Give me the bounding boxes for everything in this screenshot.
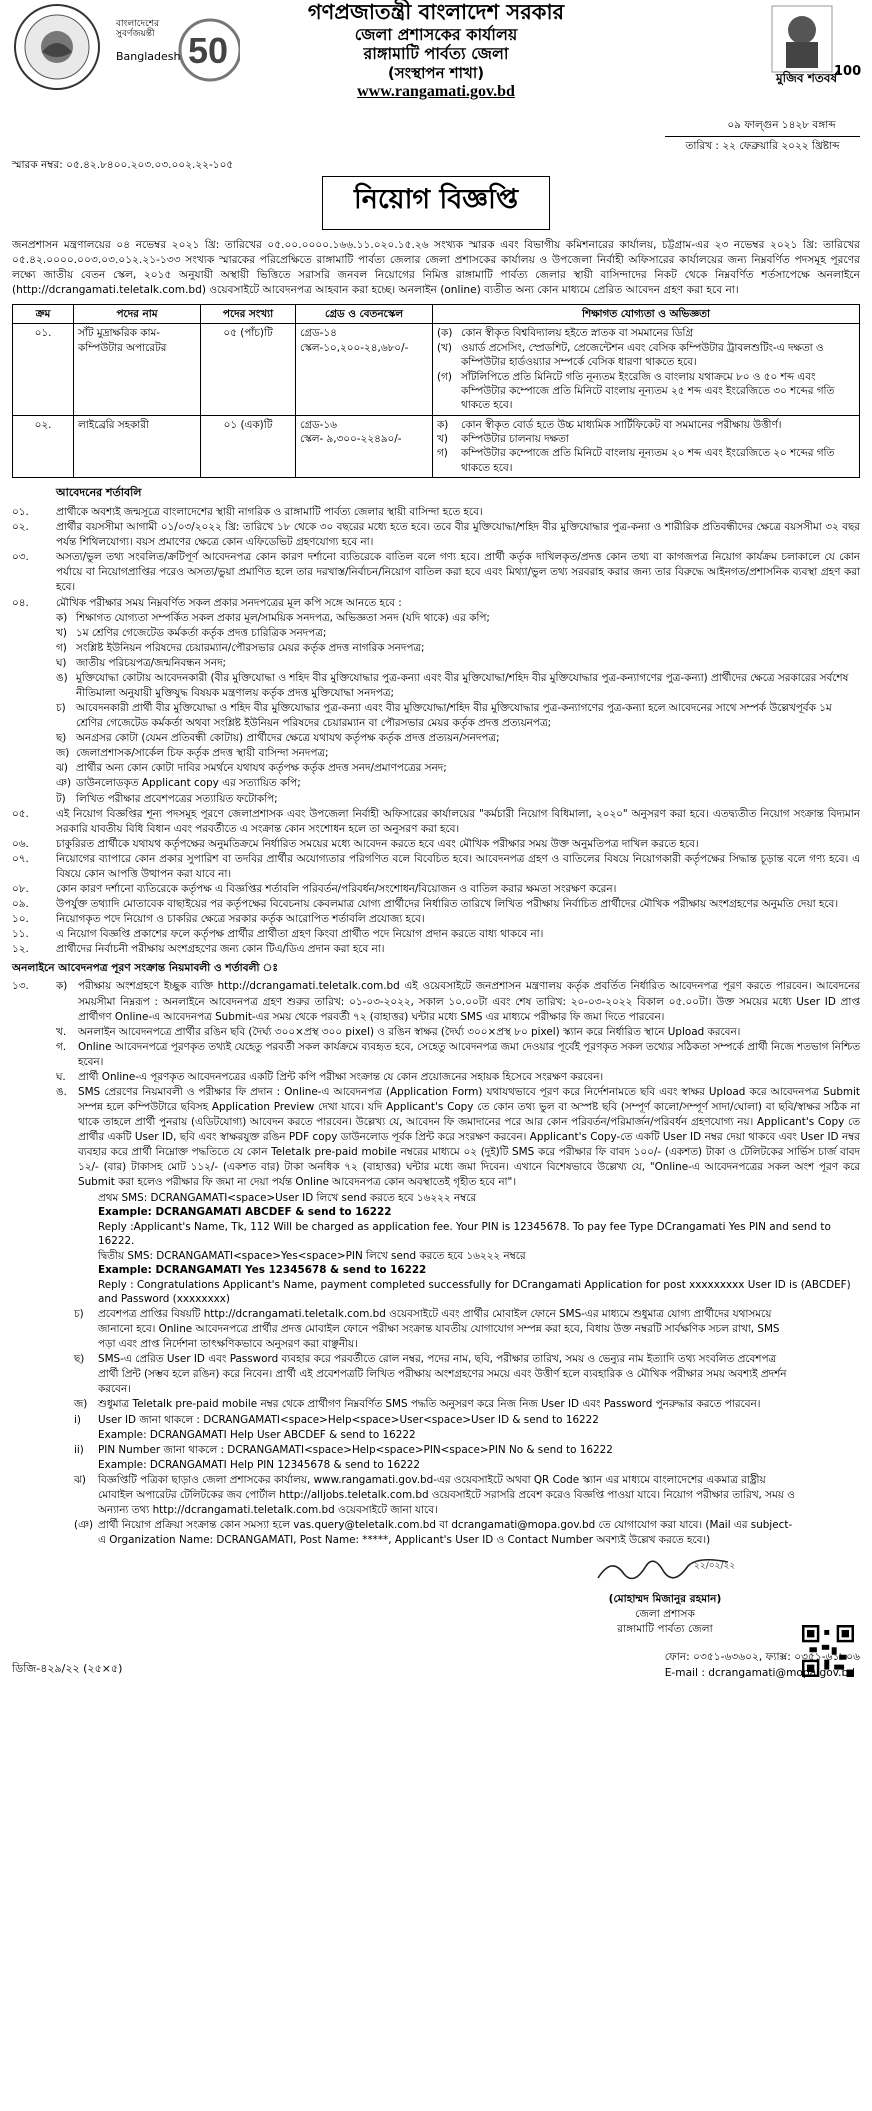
- online-rule-item: [12, 1352, 796, 1397]
- signature-block: [560, 1552, 770, 1637]
- col-post: পদের নাম: [74, 305, 201, 324]
- conditions-list: [12, 505, 860, 611]
- notice-title: নিয়োগ বিজ্ঞপ্তি: [322, 176, 550, 230]
- online-rule-item: [56, 1085, 860, 1191]
- condition-item-number: ০৯.: [12, 898, 29, 911]
- logo-50-number: 50: [188, 30, 229, 71]
- online-rule-number: [12, 1428, 98, 1443]
- logo-50-caption: বাংলাদেশের সুবর্ণজয়ন্তী: [116, 19, 160, 39]
- document-item-text: সংশ্লিষ্ট ইউনিয়ন পরিষদের চেয়ারম্যান/পৌরসভার মেয়র কর্তৃক প্রদত্ত নাগরিক সনদপত্র;: [76, 641, 425, 654]
- online-rule-text: SMS-এ প্রেরিত User ID এবং Password ব্যবহার করে পরবর্তীতে রোল নম্বর, পদের নাম, ছবি, পরীক্ষার তারিখ, সময় ও ভেন্যুর নাম ইত্যাদি তথ্য সংবলিত প্রবেশপত্র প্রার্থী প্রিন্ট (সম্ভব হলে রঙিন) করে নিবেন। প্রার্থী এই প্রবেশপত্রটি লিখিত পরীক্ষায় অংশগ্রহণের সময়ে এবং উত্তীর্ণ হলে ব্যবহারিক ও মৌখিক পরীক্ষার সময় অবশ্যই প্রদর্শন করবেন।: [98, 1353, 787, 1396]
- online-rule-item: [56, 1070, 860, 1085]
- online-rule-text: অনলাইন আবেদনপত্রে প্রার্থীর রঙিন ছবি (দৈর্ঘ্য ৩০০×প্রস্থ ৩০০ pixel) ও রঙিন স্বাক্ষর (দৈর্ঘ্য ৩০০×প্রস্থ ৮০ pixel) স্ক্যান করে নির্ধারিত স্থানে Upload করবেন।: [78, 1025, 741, 1038]
- condition-item-number: ০৮.: [12, 883, 29, 896]
- qualification-item: [437, 341, 855, 370]
- condition-item-text: মৌখিক পরীক্ষার সময় নিম্নবর্ণিত সকল প্রকার সনদপত্রের মূল কপি সঙ্গে আনতে হবে :: [56, 596, 402, 609]
- qualification-text: কোন স্বীকৃত বোর্ড হতে উচ্চ মাধ্যমিক সার্টিফিকেট বা সমমানের পরীক্ষায় উত্তীর্ণ।: [461, 418, 782, 431]
- conditions-heading: আবেদনের শর্তাবলি: [56, 486, 142, 500]
- condition-item-number: ০৭.: [12, 852, 29, 865]
- qualification-text: কম্পিউটার চালনায় দক্ষতা: [461, 433, 569, 445]
- qualification-key: গ): [437, 447, 448, 460]
- intro-paragraph: জনপ্রশাসন মন্ত্রণালয়ের ০৪ নভেম্বর ২০২১ খ্রি: তারিখের ০৫.০০.০০০০.১৬৬.১১.০২০.১৫.২৬ সংখ্যক স্মারক এবং বিভাগীয় কমিশনারের কার্যালয়, চট্টগ্রাম-এর ২৩ নভেম্বর ২০২১ খ্রি: তারিখের ০৫.৪২.০০০০.০০৩.০৩.০১২.২১-১৩৩ সংখ্যক স্মারকের পরিপ্রেক্ষিতে রাঙ্গামাটি পার্বত্য জেলার জেলা প্রশাসকের কার্যালয় ও উপজেলা নির্বাহী অফিসারের কার্যালয়ের জন্য নিম্নবর্ণিত পদসমূহ পূরণের লক্ষ্যে জাতীয় বেতন স্কেল, ২০১৫ অনুযায়ী অস্থায়ী ভিত্তিতে সরাসরি জনবল নিয়োগের নিমিত্ত রাঙ্গামাটি পার্বত্য জেলার স্থায়ী বাসিন্দাদের নিকট থেকে নিম্নবর্ণিত শর্তসাপেক্ষে অনলাইনে (http://dcrangamati.teletalk.com.bd) ওয়েবসাইটে আবেদনপত্র আহবান করা হচ্ছে। অনলাইন (online) ব্যতীত অন্য কোন মাধ্যমে প্রেরিত আবেদন গ্রহণ করা হবে না।: [12, 239, 860, 297]
- cell-qualification: [433, 415, 860, 477]
- condition-item: [12, 505, 860, 520]
- grade-text: গ্রেড-১৪: [300, 327, 337, 340]
- document-item-text: জাতীয় পরিচয়পত্র/জন্মনিবন্ধন সনদ;: [76, 656, 227, 669]
- online-rule-item: [12, 1413, 796, 1428]
- sms-first-reply: Reply :Applicant's Name, Tk, 112 Will be charged as application fee. Your PIN is 12345678. To pay fee Type DCrangamati Yes PIN and send to 16222.: [98, 1220, 831, 1248]
- document-item-text: ১ম শ্রেণির গেজেটেড কর্মকর্তা কর্তৃক প্রদত্ত চারিত্রিক সনদপত্র;: [76, 626, 327, 639]
- document-item: [12, 626, 860, 641]
- online-rule-number: ঙ.: [56, 1085, 67, 1098]
- table-row: [13, 415, 860, 477]
- document-item: [12, 611, 860, 626]
- cell-post: লাইব্রেরি সহকারী: [74, 415, 201, 477]
- document-item-number: ঙ): [56, 671, 68, 684]
- condition-item-text: এই নিয়োগ বিজ্ঞপ্তির শূন্য পদসমূহ পূরণে জেলাপ্রশাসক এবং উপজেলা নির্বাহী অফিসারের কার্যালয়ের "কর্মচারী নিয়োগ বিধিমালা, ২০২০" অনুসরণ করা হবে। এতদ্ব্যতীত নিয়োগ সংক্রান্ত বিদ্যমান সরকারি যাবতীয় বিধি বিধান এবং পরবর্তীতে এ সংক্রান্ত কোন সংশোধন হলে তা অনুসরণ করা হবে।: [56, 807, 860, 835]
- documents-list: [12, 611, 860, 807]
- qualification-item: [437, 432, 855, 446]
- document-item-text: অনগ্রসর কোটা (যেমন প্রতিবন্ধী কোটায়) প্রার্থীদের ক্ষেত্রে যথাযথ কর্তৃপক্ষ কর্তৃক প্রদত্ত প্রত্যয়ন/সনদপত্র;: [76, 732, 500, 745]
- signatory-name: (মোহাম্মদ মিজানুর রহমান): [608, 1592, 722, 1605]
- online-rule-text: প্রার্থী Online-এ পূরণকৃত আবেদনপত্রের একটি প্রিন্ট কপি পরীক্ষা সংক্রান্ত যে কোন প্রয়োজনের সহায়ক হিসেবে সংরক্ষণ করবেন।: [78, 1070, 604, 1083]
- contact-block: [665, 1650, 860, 1681]
- condition-item: [12, 807, 860, 837]
- online-rule-number: খ.: [56, 1025, 67, 1038]
- condition-item: [12, 942, 860, 957]
- condition-item-text: এ নিয়োগ বিজ্ঞপ্তি প্রকাশের ফলে কর্তৃপক্ষ প্রার্থীর প্রার্থীতা গ্রহণ কিংবা প্রার্থীত পদে নিয়োগ প্রদান করতে বাধ্য থাকবে না।: [56, 928, 544, 941]
- qualification-item: [437, 326, 855, 340]
- online-rule-number: ঘ.: [56, 1070, 66, 1083]
- document-item-text: মুক্তিযোদ্ধা কোটায় আবেদনকারী (বীর মুক্তিযোদ্ধা ও শহিদ বীর মুক্তিযোদ্ধার পুত্র-কন্যা এবং বীর মুক্তিযোদ্ধা/শহিদ বীর মুক্তিযোদ্ধার পুত্র-কন্যাগণের পুত্র-কন্যা) প্রার্থীদের ক্ষেত্রে সরকারের সর্বশেষ নীতিমালা অনুযায়ী মুক্তিযুদ্ধ বিষয়ক মন্ত্রণালয় কর্তৃক প্রদত্ত মুক্তিযোদ্ধা সনদপত্র;: [76, 671, 849, 700]
- document-item: [12, 746, 860, 761]
- online-rules-list-2: [12, 1307, 860, 1548]
- document-item: [12, 641, 860, 656]
- footer-code: ডিজি-৪২৯/২২ (২৫×৫): [12, 1662, 123, 1676]
- online-rule-text: Example: DCRANGAMATI Help PIN 12345678 & send to 16222: [98, 1458, 421, 1471]
- condition-item-number: ০৩.: [12, 551, 29, 564]
- online-rule-item: [12, 1307, 796, 1352]
- header-district: রাঙ্গামাটি পার্বত্য জেলা: [363, 44, 509, 64]
- golden-jubilee-logo: [112, 8, 240, 92]
- online-rules-list: [56, 979, 860, 1190]
- online-rule-text: PIN Number জানা থাকলে : DCRANGAMATI<space>Help<space>PIN<space>PIN No & send to 16222: [98, 1443, 613, 1456]
- online-rule-number: চ): [74, 1308, 84, 1321]
- document-item-text: শিক্ষাগত যোগ্যতা সম্পর্কিত সকল প্রকার মূল/সাময়িক সনদপত্র, অভিজ্ঞতা সনদ (যদি থাকে) এর কপি;: [76, 611, 490, 624]
- cell-grade: [296, 415, 433, 477]
- header-office: জেলা প্রশাসকের কার্যালয়: [354, 25, 518, 45]
- condition-item-number: ১২.: [12, 943, 29, 956]
- contact-email[interactable]: E-mail : dcrangamati@mopa.gov.bd: [664, 1666, 855, 1679]
- qualification-item: [437, 418, 855, 432]
- online-rule-text: শুধুমাত্র Teletalk pre-paid mobile নম্বর থেকে প্রার্থীগণ নিম্নবর্ণিত SMS পদ্ধতি অনুসরণ করে নিজ নিজ User ID এবং Password পুনরুদ্ধার করতে পারবেন।: [98, 1398, 761, 1411]
- qualification-key: (গ): [437, 370, 452, 383]
- online-rule-number: ঝ): [74, 1473, 86, 1486]
- cell-qualification: [433, 324, 860, 415]
- qualification-text: ওয়ার্ড প্রসেসিং, স্প্রেডশিট, প্রেজেন্টেশন এবং বেসিক কম্পিউটার ট্রাবলশুটিং-এ দক্ষতা ও কম্পিউটার হার্ডওয়্যার সম্পর্কে বেসিক ধারণা থাকতে হবে।: [461, 341, 824, 369]
- online-rule-text: বিজ্ঞপ্তিটি পত্রিকা ছাড়াও জেলা প্রশাসকের কার্যালয়, www.rangamati.gov.bd-এর ওয়েবসাইটে অথবা QR Code স্ক্যান এর মাধ্যমে বাংলাদেশের একমাত্র রাষ্ট্রীয় মোবাইল অপারেটর টেলিটকের জব পোর্টাল http://alljobs.teletalk.com.bd ওয়েবসাইটে সরাসরি প্রবেশ করেও বিজ্ঞপ্তি পাওয়া যাবে। নিয়োগ পরীক্ষার তারিখ, সময় ও অন্যান্য তথ্য http://dcrangamati.teletalk.com.bd ওয়েবসাইটে জানা যাবে।: [98, 1473, 795, 1517]
- signature-date: ২২/০২/২২: [694, 1561, 736, 1572]
- cell-count: ০৫ (পাঁচ)টি: [201, 324, 296, 415]
- col-qualification: শিক্ষাগত যোগ্যতা ও অভিজ্ঞতা: [433, 305, 860, 324]
- condition-item-text: নিয়োগের ব্যাপারে কোন প্রকার সুপারিশ বা তদবির প্রার্থীর অযোগ্যতার পরিগণিত বলে বিবেচিত হবে। আবেদনপত্র গ্রহণ ও বাতিলের বিষয়ে নিয়োগকারী কর্তৃপক্ষের সিদ্ধান্ত চূড়ান্ত বলে গণ্য হবে। এ বিষয়ে কোন আপত্তি উত্থাপন করা যাবে না।: [56, 852, 860, 880]
- qualification-text: সাঁটলিপিতে প্রতি মিনিটে গতি নূন্যতম ইংরেজি ও বাংলায় যথাক্রমে ৮০ ও ৫০ শব্দ এবং কম্পিউটার কম্পোজে প্রতি মিনিটে বাংলায় নূন্যতম ২৫ শব্দ এবং ইংরেজিতে ৩০ শব্দের গতি থাকতে হবে।: [461, 370, 835, 412]
- date-english: ২২ ফেব্রুয়ারি ২০২২ খ্রিষ্টাব্দ: [722, 140, 840, 152]
- date-bangla: ০৯ ফাল্গুন ১৪২৮ বঙ্গাব্দ: [665, 118, 860, 137]
- condition-item-number: ০১.: [12, 506, 29, 519]
- document-item-text: প্রার্থীর অন্য কোন কোটা দাবির সমর্থনে যথাযথ কর্তৃপক্ষ কর্তৃক প্রদত্ত সনদ/প্রমাণপত্রের সনদ;: [76, 762, 447, 775]
- online-rule-text: User ID জানা থাকলে : DCRANGAMATI<space>Help<space>User<space>User ID & send to 16222: [98, 1413, 599, 1426]
- online-section: [12, 979, 860, 1190]
- online-number: ১৩.: [12, 980, 29, 993]
- logo-50-text: Bangladesh: [116, 50, 181, 63]
- condition-item-number: ০৫.: [12, 807, 29, 820]
- condition-item-number: ০২.: [12, 521, 29, 534]
- condition-item: [12, 897, 860, 912]
- col-serial: ক্রম: [13, 305, 74, 324]
- online-rule-text: SMS প্রেরণের নিয়মাবলী ও পরীক্ষার ফি প্রদান : Online-এ আবেদনপত্র (Application Form) যথাযথভাবে পূরণ করে নির্দেশনামতে ছবি এবং স্বাক্ষর Upload করে আবেদনপত্র Submit সম্পন্ন হলে কম্পিউটারে ছবিসহ Application Preview দেখা যাবে। যদি Applicant's Copy তে কোন তথ্য ভুল বা অস্পষ্ট ছবি (সম্পূর্ণ কালো/সম্পূর্ণ সাদা/ঘোলা) বা ছবি/স্বাক্ষর সঠিক না থাকে তাহলে প্রার্থী পুনরায় (এডিটযোগ্য) আবেদন করতে পারবেন। উল্লেখ্য যে, আবেদন ফি জমাদানের পরে আর কোন পরিবর্তন/পরিমার্জন/পরিবর্ধন গ্রহণযোগ্য নয়। Applicant's Copy তে প্রার্থীর একটি User ID, ছবি এবং স্বাক্ষরযুক্ত রঙিন PDF copy ডাউনলোড পূর্বক প্রিন্ট করে সংরক্ষণ করবেন। Applicant's Copy-তে একটি User ID নম্বর দেয়া থাকবে এবং User ID নম্বর ব্যবহার করে প্রার্থী নিম্নোক্ত পদ্ধতিতে যে কোন Teletalk pre-paid mobile নম্বরের মাধ্যমে ০২ (দুই)টি SMS করে পরীক্ষার ফি বাবদ ১০০/- (একশত) টাকা ও টেলিটকের সার্ভিস চার্জ বাবদ ১২/- (বার) টাকাসহ মোট ১১২/- (একশত বার) টাকা অনধিক ৭২ (বাহাত্তর) ঘন্টার মধ্যে জমা দিবেন। এখানে বিশেষভাবে উল্লেখ্য যে, "Online-এ আবেদনপত্রের সকল অংশ পূরণ করে Submit করা হলেও পরীক্ষার ফি জমা না দেয়া পর্যন্ত Online আবেদনপত্র কোন অবস্থাতেই গৃহীত হবে না"।: [78, 1085, 860, 1189]
- header-government: গণপ্রজাতন্ত্রী বাংলাদেশ সরকার: [307, 0, 565, 24]
- online-rule-text: প্রবেশপত্র প্রাপ্তির বিষয়টি http://dcrangamati.teletalk.com.bd ওয়েবসাইটে এবং প্রার্থীর মোবাইল ফোনে SMS-এর মাধ্যমে শুধুমাত্র যোগ্য প্রার্থীদের যথাসময়ে জানানো হবে। Online আবেদনপত্রে প্রার্থীর প্রদত্ত মোবাইল ফোনে পরীক্ষা সংক্রান্ত যাবতীয় যোগাযোগ সম্পন্ন করা হবে, বিধায় উক্ত নম্বরটি সার্বক্ষণিক সচল রাখা, SMS পড়া এবং প্রাপ্ত নির্দেশনা তাৎক্ষণিকভাবে অনুসরণ করা বাঞ্ছনীয়।: [98, 1308, 780, 1351]
- document-item-number: ছ): [56, 732, 67, 745]
- online-rule-number: (ঞ): [74, 1519, 94, 1532]
- condition-item-text: প্রার্থীদের নির্বাচনী পরীক্ষায় অংশগ্রহণের জন্য কোন টিএ/ডিএ প্রদান করা হবে না।: [56, 943, 385, 956]
- document-item: [12, 792, 860, 807]
- document-item-number: ঞ): [56, 777, 72, 790]
- mujib-logo-text: মুজিব শতবর্ষ: [776, 71, 838, 85]
- document-item: [12, 701, 860, 731]
- online-rule-item: [56, 979, 860, 1024]
- document-item-text: আবেদনকারী প্রার্থী বীর মুক্তিযোদ্ধা ও শহিদ বীর মুক্তিযোদ্ধার পুত্র-কন্যা এবং বীর মুক্তিযোদ্ধা/শহিদ বীর মুক্তিযোদ্ধার পুত্র-কন্যাগণের পুত্র-কন্যা হলে আবেদনের সাথে সম্পর্ক উল্লেখপূর্বক ১ম শ্রেণির গেজেটেড কর্মকর্তা অথবা সংশ্লিষ্ট ইউনিয়ন পরিষদের চেয়ারম্যান বা পৌরসভার মেয়র কর্তৃক প্রদত্ত প্রত্যয়নপত্র;: [76, 702, 832, 730]
- scale-text: স্কেল- ৯,৩০০-২২৪৯০/-: [300, 433, 402, 445]
- online-rule-number: ক): [56, 980, 68, 993]
- condition-item-text: প্রার্থীর বয়সসীমা আগামী ০১/০৩/২০২২ খ্রি: তারিখে ১৮ থেকে ৩০ বছরের মধ্যে হতে হবে। তবে বীর মুক্তিযোদ্ধা/শহিদ বীর মুক্তিযোদ্ধার পুত্র-কন্যা ও শারীরিক প্রতিবন্ধীদের ক্ষেত্রে বয়সসীমা ৩২ বছর পর্যন্ত শিথিলযোগ্য। বয়স প্রমাণের ক্ষেত্রে কোন এফিডেভিট গ্রহণযোগ্য হবে না।: [56, 521, 860, 549]
- condition-item: [12, 520, 860, 550]
- signature-icon: [590, 1552, 740, 1586]
- sms-first-label: প্রথম SMS: DCRANGAMATI<space>User ID লিখে send করতে হবে ১৬২২২ নম্বরে: [98, 1191, 477, 1204]
- online-rule-number: ছ): [74, 1353, 85, 1366]
- sms-first-example: Example: DCRANGAMATI ABCDEF & send to 16222: [98, 1206, 392, 1219]
- online-rule-text: Online আবেদনপত্রে পূরণকৃত তথ্যই যেহেতু পরবর্তী সকল কার্যক্রমে ব্যবহৃত হবে, সেহেতু আবেদনপত্র জমা দেওয়ার পূর্বেই পূরণকৃত সকল তথ্যের সঠিকতা সম্পর্কে প্রার্থী নিজে শতভাগ নিশ্চিত হবেন।: [78, 1040, 860, 1068]
- qualification-item: [437, 446, 855, 475]
- condition-item-number: ১১.: [12, 928, 29, 941]
- document-item-number: ঘ): [56, 656, 67, 669]
- sms-second-reply: Reply : Congratulations Applicant's Name, payment completed successfully for DCrangamati Application for post xxxxxxxxx User ID is (ABCDEF) and Password (xxxxxxxx): [98, 1278, 851, 1306]
- online-rule-text: Example: DCRANGAMATI Help User ABCDEF & send to 16222: [98, 1428, 416, 1441]
- online-rule-item: [12, 1397, 796, 1412]
- qualification-key: ক): [437, 418, 449, 431]
- col-count: পদের সংখ্যা: [201, 305, 296, 324]
- document-item-text: জেলাপ্রশাসক/সার্কেল চিফ কর্তৃক প্রদত্ত স্থায়ী বাসিন্দা সনদপত্র;: [76, 747, 329, 760]
- document-item-number: চ): [56, 702, 66, 715]
- header-section: (সংস্থাপন শাখা): [387, 63, 485, 82]
- condition-item-text: চাকুরিরত প্রার্থীকে যথাযথ কর্তৃপক্ষের অনুমতিক্রমে নির্ধারিত সময়ের মধ্যে আবেদন করতে হবে এবং মৌখিক পরীক্ষার সময় উক্ত অনুমতিপত্র দাখিল করতে হবে।: [56, 837, 699, 850]
- condition-item-text: কোন কারণ দর্শানো ব্যতিরেকে কর্তৃপক্ষ এ বিজ্ঞপ্তির শর্তাবলি পরিবর্তন/পরিবর্ধন/সংশোধন/বিয়োজন ও বাতিল করার ক্ষমতা সংরক্ষণ করেন।: [56, 883, 617, 896]
- condition-item-text: অসত্য/ভুল তথ্য সংবলিত/ক্রটিপূর্ণ আবেদনপত্র কোন কারণ দর্শানো ব্যতিরেকে বাতিল বলে গণ্য হবে। প্রার্থী কর্তৃক দাখিলকৃত/প্রদত্ত কোন তথ্য বা কাগজপত্র নিয়োগ কার্যক্রম চলাকালে যে কোন পর্যায়ে বা নিয়োগপ্রাপ্তির পরেও অসত্য/ভুয়া প্রমাণিত হলে তার দরখাস্ত/নির্বাচন/নিয়োগ বাতিল করা হবে এবং মিথ্যা/ভুল তথ্য সরবরাহ করার জন্য তার বিরুদ্ধে আইনগত/প্রশাসনিক ব্যবস্থা গ্রহণ করা হবে।: [56, 551, 860, 594]
- qualification-key: (খ): [437, 341, 452, 354]
- qualification-text: কম্পিউটার কম্পোজে প্রতি মিনিটে বাংলায় নূন্যতম ২০ শব্দ এবং ইংরেজিতে ২০ শব্দের গতি থাকতে হবে।: [461, 447, 835, 474]
- online-rule-item: [12, 1518, 796, 1548]
- document-item-number: গ): [56, 641, 67, 654]
- condition-item: [12, 837, 860, 852]
- document-item: [12, 731, 860, 746]
- mujib-logo-number: 100: [834, 64, 862, 79]
- qualification-text: কোন স্বীকৃত বিশ্ববিদ্যালয় হইতে স্নাতক বা সমমানের ডিগ্রি: [461, 327, 694, 340]
- date-english-line: [665, 137, 860, 156]
- cell-count: ০১ (এক)টি: [201, 415, 296, 477]
- online-rule-number: i): [74, 1413, 81, 1426]
- notice-page: [12, 0, 860, 2111]
- condition-item: [12, 852, 860, 882]
- posts-table: [12, 304, 860, 478]
- document-item: [12, 761, 860, 776]
- document-item-number: ট): [56, 792, 66, 805]
- condition-item-text: নিয়োগকৃত পদে নিয়োগ ও চাকরির ক্ষেত্রে সরকার কর্তৃক আরোপিত শর্তাবলি প্রযোজ্য হবে।: [56, 913, 425, 926]
- header-website-link[interactable]: www.rangamati.gov.bd: [357, 82, 515, 100]
- date-label: তারিখ :: [685, 140, 719, 152]
- cell-post: সাঁট মুদ্রাক্ষরিক কাম-কম্পিউটার অপারেটর: [74, 324, 201, 415]
- qualification-key: (ক): [437, 327, 453, 340]
- online-rule-item: [12, 1458, 796, 1473]
- condition-item: [12, 912, 860, 927]
- cell-grade: [296, 324, 433, 415]
- conditions-list-2: [12, 807, 860, 958]
- qualification-item: [437, 370, 855, 413]
- header: [12, 0, 862, 171]
- online-rule-item: [12, 1443, 796, 1458]
- memo-number: স্মারক নম্বর: ০৫.৪২.৮৪০০.২০৩.০৩.০০২.২২-১০৫: [12, 159, 234, 171]
- memo-date: [665, 118, 860, 156]
- sms-second-label: দ্বিতীয় SMS: DCRANGAMATI<space>Yes<space>PIN লিখে send করতে হবে ১৬২২২ নম্বরে: [98, 1249, 526, 1262]
- condition-item: [12, 882, 860, 897]
- table-row: [13, 324, 860, 415]
- condition-item: [12, 596, 860, 611]
- government-seal-icon: [12, 2, 102, 92]
- document-item-number: জ): [56, 747, 70, 760]
- online-heading: অনলাইনে আবেদনপত্র পূরণ সংক্রান্ত নিয়মাবলী ও শর্তাবলী ঃ: [12, 962, 279, 975]
- online-rule-item: [12, 1428, 796, 1443]
- condition-item: [12, 927, 860, 942]
- condition-item-number: ০৪.: [12, 596, 29, 609]
- col-grade: গ্রেড ও বেতনস্কেল: [296, 305, 433, 324]
- document-item-number: ক): [56, 611, 68, 624]
- document-item: [12, 656, 860, 671]
- condition-item-number: ১০.: [12, 913, 29, 926]
- signatory-district: রাঙ্গামাটি পার্বত্য জেলা: [617, 1623, 713, 1636]
- online-rule-number: গ.: [56, 1040, 67, 1053]
- document-item-number: খ): [56, 626, 67, 639]
- mujib-borsho-logo: [752, 2, 860, 92]
- condition-item: [12, 550, 860, 595]
- document-item-text: লিখিত পরীক্ষার প্রবেশপত্রের সত্যায়িত ফটোকপি;: [76, 792, 278, 805]
- online-rule-number: [12, 1458, 98, 1473]
- cell-serial: ০২.: [13, 415, 74, 477]
- condition-item-number: ০৬.: [12, 837, 29, 850]
- condition-item-text: উপর্যুক্ত তথ্যাদি মোতাবেক বাছাইয়ের পর কর্তৃপক্ষের বিবেচনায় কেবলমাত্র যোগ্য প্রার্থীদের নির্ধারিত তারিখে লিখিত পরীক্ষায় নির্বাচিত প্রার্থীদের মৌখিক পরীক্ষায় অংশগ্রহণের অনুমতি দেয়া হবে।: [56, 898, 839, 911]
- document-item-text: ডাউনলোডকৃত Applicant copy এর সত্যায়িত কপি;: [76, 777, 301, 790]
- signatory-designation: জেলা প্রশাসক: [635, 1607, 695, 1620]
- document-item: [12, 776, 860, 791]
- sms-second-example: Example: DCRANGAMATI Yes 12345678 & send to 16222: [98, 1264, 427, 1277]
- online-rule-text: পরীক্ষায় অংশগ্রহণে ইচ্ছুক ব্যক্তি http://dcrangamati.teletalk.com.bd এই ওয়েবসাইটে জনপ্রশাসন মন্ত্রণালয় কর্তৃক প্রবর্তিত নির্ধারিত আবেদনপত্র পূরণ করতে পারবেন। আবেদনের সময়সীমা নিম্নরূপ : অনলাইনে আবেদনপত্র গ্রহণ শুরুর তারিখ: ০১-০৩-২০২২, সকাল ১০.০০টা এবং শেষ তারিখ: ২০-০৩-২০২২ বিকাল ০৫.০০টা। উক্ত সময়ের মধ্যে User ID প্রাপ্ত প্রার্থীগণ Online-এ আবেদনপত্র Submit-এর সময় থেকে পরবর্তী ৭২ (বাহাত্তর) ঘন্টার মধ্যে SMS এর মাধ্যমে পরীক্ষার ফি জমা দিতে পারবেন।: [78, 980, 860, 1023]
- sms-instructions: [12, 1191, 860, 1308]
- document-item: [12, 671, 860, 701]
- online-rule-item: [56, 1025, 860, 1040]
- online-rule-number: ii): [74, 1443, 84, 1456]
- online-rule-item: [56, 1040, 860, 1070]
- scale-text: স্কেল-১০,২০০-২৪,৬৮০/-: [300, 341, 409, 354]
- online-rule-number: জ): [74, 1398, 88, 1411]
- online-rule-text: প্রার্থী নিয়োগ প্রক্রিয়া সংক্রান্ত কোন সমস্যা হলে vas.query@teletalk.com.bd বা dcrangamati@mopa.gov.bd তে যোগাযোগ করা যাবে। (Mail এর subject-এ Organization Name: DCRANGAMATI, Post Name: *****, Applicant's User ID ও Contact Number অবশ্যই উল্লেখ করতে হবে।): [98, 1519, 793, 1547]
- document-item-number: ঝ): [56, 762, 68, 775]
- contact-phone: ফোন: ০৩৫১-৬৩৬০২, ফ্যাক্স: ০৩৫১-৬১৮০৬: [664, 1651, 860, 1664]
- condition-item-text: প্রার্থীকে অবশ্যই জন্মসূত্রে বাংলাদেশের স্থায়ী নাগরিক ও রাঙ্গামাটি পার্বত্য জেলার স্থায়ী বাসিন্দা হতে হবে।: [56, 506, 483, 519]
- cell-serial: ০১.: [13, 324, 74, 415]
- online-rule-item: [12, 1473, 796, 1518]
- table-header-row: [13, 305, 860, 324]
- qualification-key: খ): [437, 433, 448, 445]
- grade-text: গ্রেড-১৬: [300, 418, 337, 431]
